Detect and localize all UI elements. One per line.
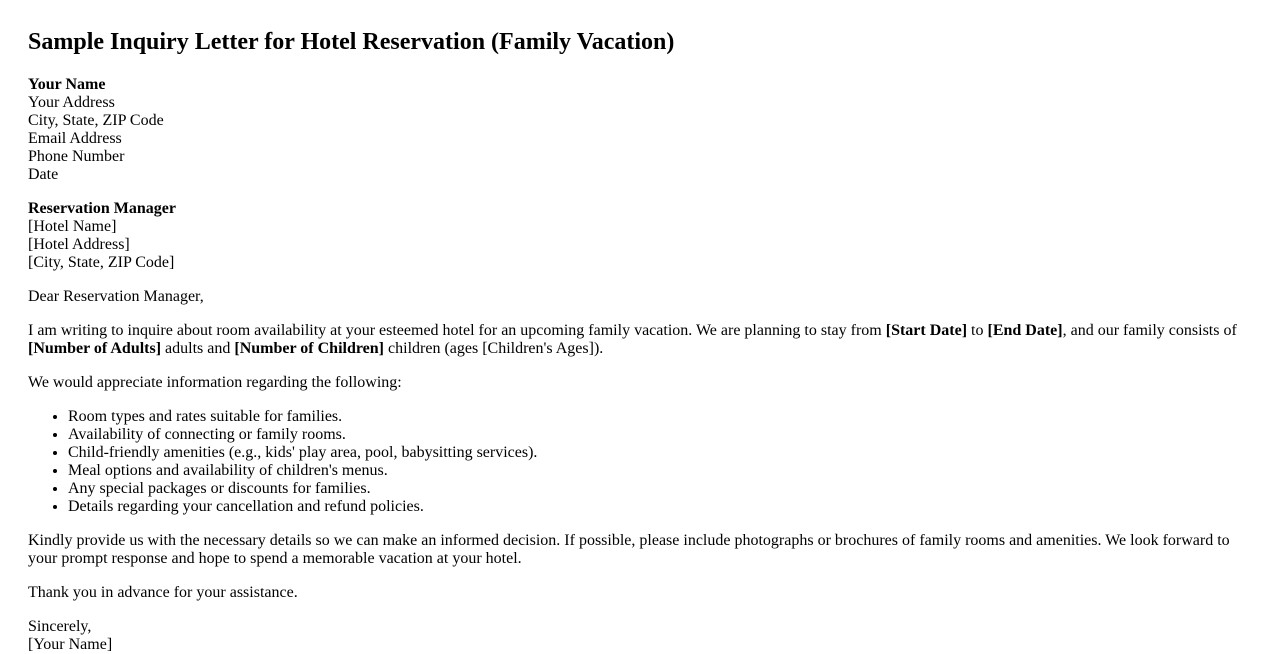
- sender-city-state-zip: City, State, ZIP Code: [28, 112, 164, 129]
- salutation: Dear Reservation Manager,: [28, 288, 204, 305]
- recipient-title: Reservation Manager: [28, 200, 176, 217]
- intro-text-1: I am writing to inquire about room availability at your esteemed hotel for an upcoming family vacation. We are planning to stay from: [28, 322, 886, 339]
- intro-text-4: adults and: [161, 340, 235, 357]
- sender-name: Your Name: [28, 76, 106, 93]
- children-placeholder: [Number of Children]: [234, 340, 385, 357]
- list-intro: We would appreciate information regarding the following:: [28, 374, 402, 391]
- list-item: • Availability of connecting or family rooms.: [68, 426, 1250, 444]
- sender-email: Email Address: [28, 130, 122, 147]
- intro-text-3: , and our family consists of: [1062, 322, 1237, 339]
- intro-text-2: to: [967, 322, 988, 339]
- signature-name: [Your Name]: [28, 636, 113, 653]
- sender-block: [28, 76, 1250, 184]
- sender-phone: Phone Number: [28, 148, 125, 165]
- recipient-hotel-address: [Hotel Address]: [28, 236, 130, 253]
- signoff: Sincerely,: [28, 618, 92, 635]
- closing-paragraph: Kindly provide us with the necessary details so we can make an informed decision. If possible, please include photographs or brochures of family rooms and amenities. We look forward to your prompt response and hope to spend a memorable vacation at your hotel.: [28, 532, 1230, 567]
- inquiry-list: [28, 408, 1250, 516]
- end-date-placeholder: [End Date]: [987, 322, 1063, 339]
- recipient-block: [28, 200, 1250, 272]
- intro-paragraph: [28, 322, 1250, 358]
- recipient-hotel-name: [Hotel Name]: [28, 218, 117, 235]
- start-date-placeholder: [Start Date]: [885, 322, 968, 339]
- recipient-city-state-zip: [City, State, ZIP Code]: [28, 254, 175, 271]
- list-item: • Any special packages or discounts for families.: [68, 480, 1250, 498]
- page-title: Sample Inquiry Letter for Hotel Reservation (Family Vacation): [28, 29, 675, 55]
- list-item: • Details regarding your cancellation and refund policies.: [68, 498, 1250, 516]
- adults-placeholder: [Number of Adults]: [28, 340, 162, 357]
- sender-address: Your Address: [28, 94, 115, 111]
- list-item: • Child-friendly amenities (e.g., kids' play area, pool, babysitting services).: [68, 444, 1250, 462]
- signature-block: [28, 618, 1250, 654]
- thanks-line: Thank you in advance for your assistance.: [28, 584, 298, 601]
- sender-date: Date: [28, 166, 59, 183]
- list-item: • Meal options and availability of children's menus.: [68, 462, 1250, 480]
- intro-text-5: children (ages [Children's Ages]).: [384, 340, 604, 357]
- list-item: • Room types and rates suitable for families.: [68, 408, 1250, 426]
